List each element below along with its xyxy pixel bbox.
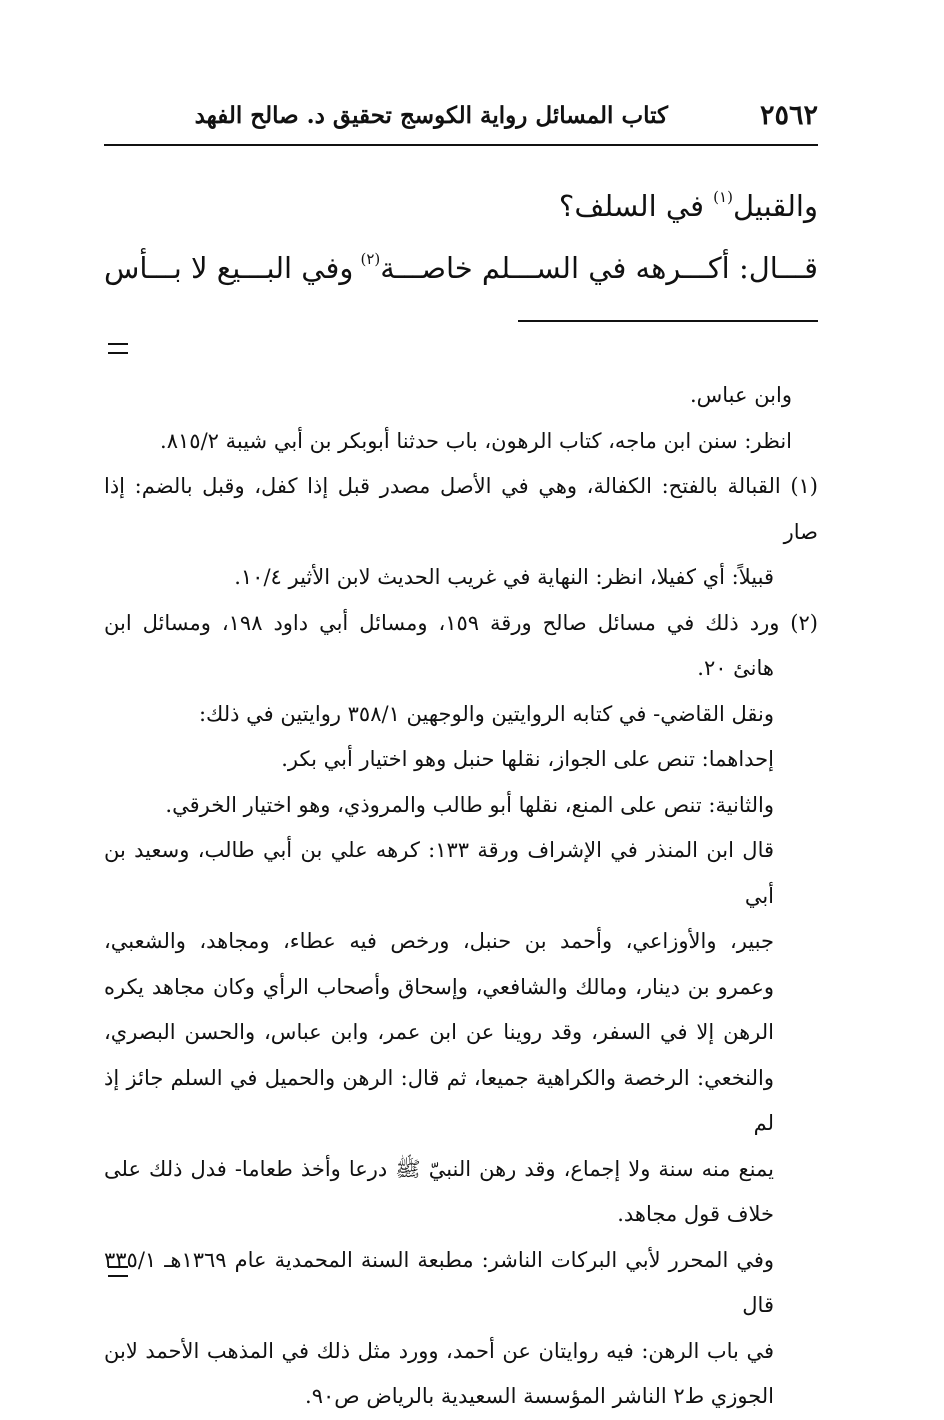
footnote-2-line: يمنع منه سنة ولا إجماع، وقد رهن النبيّ ﷺ درعا وأخذ طعاما- فدل ذلك على — [104, 1156, 774, 1181]
footnote-line: وابن عباس. — [689, 383, 792, 407]
footnote-line: انظر: سنن ابن ماجه، كتاب الرهون، باب حدثنا أبوبكر بن أبي شيبة ٨١٥/٢. — [160, 428, 792, 453]
running-title: كتاب المسائل رواية الكوسج تحقيق د. صالح الفهد — [194, 102, 668, 129]
page-header — [128, 96, 818, 140]
continuation-marker-bottom — [108, 1266, 128, 1277]
footnote-2-line: خلاف قول مجاهد. — [617, 1202, 774, 1226]
footnotes — [104, 373, 818, 1420]
main-line-1 — [104, 175, 818, 237]
main-line-2-part1: قـــال: أكـــرهه في الســـلم خاصـــة$^{(٢)}$ — [360, 250, 818, 285]
footnote-2-line: الجوزي ط٢ الناشر المؤسسة السعيدية بالرياض ص٩٠. — [305, 1384, 774, 1408]
main-line-2 — [104, 237, 818, 299]
page-number: ٢٥٦٢ — [759, 100, 818, 131]
footnote-2-line: الرهن إلا في السفر، وقد روينا عن ابن عمر، وابن عباس، والحسن البصري، — [104, 1020, 774, 1044]
footnote-2-line: جبير، والأوزاعي، وأحمد بن حنبل، ورخص فيه عطاء، ومجاهد، والشعبي، — [104, 929, 774, 953]
footnote-separator — [518, 320, 818, 322]
footnote-2-line: وعمرو بن دينار، ومالك والشافعي، وإسحاق وأصحاب الرأي وكان مجاهد يكره — [104, 974, 775, 999]
footnote-2-line: وفي المحرر لأبي البركات الناشر: مطبعة السنة المحمدية عام ١٣٦٩هـ ٣٣٥/١ قال — [104, 1247, 774, 1317]
main-line-1-text: والقبيل — [732, 189, 818, 223]
footnote-ref-1: (١) — [713, 188, 733, 206]
footnote-2-line: ونقل القاضي- في كتابه الروايتين والوجهين ٣٥٨/١ روايتين في ذلك: — [198, 701, 774, 726]
main-text — [104, 175, 818, 299]
footnote-2-line: هانئ ٢٠. — [697, 656, 774, 680]
footnote-1-line: (١) القبالة بالفتح: الكفالة، وهي في الأصل مصدر قبل إذا كفل، وقبل بالضم: إذا صار — [104, 474, 818, 544]
footnote-2-line: قال ابن المنذر في الإشراف ورقة ١٣٣: كرهه علي بن أبي طالب، وسعيد بن أبي — [104, 838, 775, 908]
footnote-2-line: في باب الرهن: فيه روايتان عن أحمد، وورد مثل ذلك في المذهب الأحمد لابن — [104, 1338, 774, 1363]
main-line-1-rest: في السلف؟ — [558, 189, 714, 223]
footnote-2-line: إحداهما: تنص على الجواز، نقلها حنبل وهو اختيار أبي بكر. — [281, 747, 774, 771]
main-line-2-part2: وفي البـــيع لا بـــأس — [104, 251, 354, 285]
continuation-marker-top — [108, 343, 128, 354]
header-rule — [104, 144, 818, 146]
footnote-ref-2: (٢) — [360, 250, 381, 268]
footnote-2-line: والنخعي: الرخصة والكراهية جميعا، ثم قال: الرهن والحميل في السلم جائز إذ لم — [104, 1065, 774, 1135]
footnote-1-line: قبيلاً: أي كفيلا، انظر: النهاية في غريب الحديث لابن الأثير ١٠/٤. — [234, 565, 774, 589]
footnote-2-line: (٢) ورد ذلك في مسائل صالح ورقة ١٥٩، ومسائل أبي داود ١٩٨، ومسائل ابن — [104, 610, 818, 635]
footnote-2-line: والثانية: تنص على المنع، نقلها أبو طالب والمروذي، وهو اختيار الخرقي. — [165, 792, 774, 817]
